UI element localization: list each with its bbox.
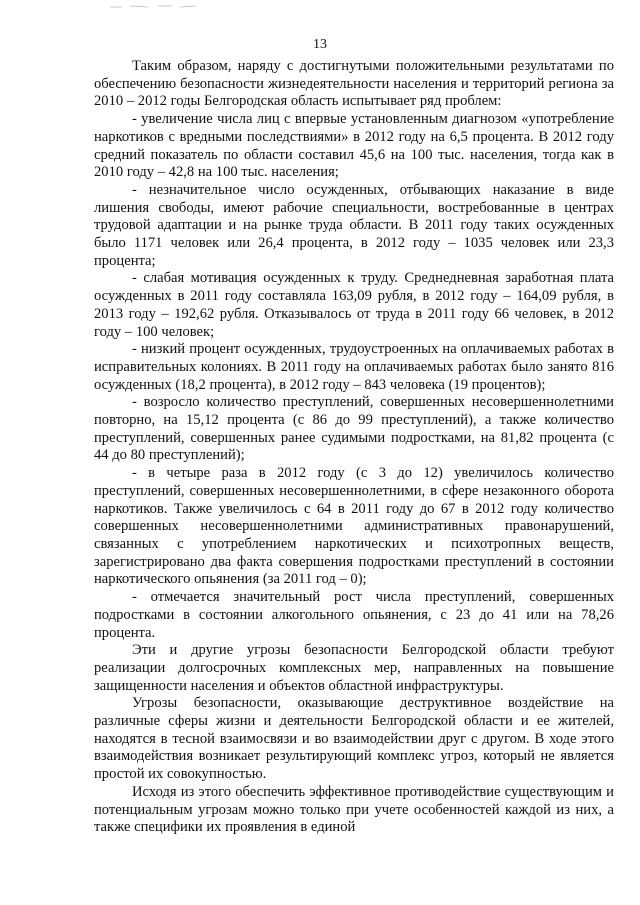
paragraph-threats-measures: Эти и другие угрозы безопасности Белгородской области требуют реализации долгосрочных комплексных мер, направленных на повышение защищенности населения и объектов областной инфраструктуры. [94, 642, 614, 694]
paragraph-alcohol-crime: - отмечается значительный рост числа преступлений, совершенных подростками в состоянии алкогольного опьянения, с 23 до 41 или на 78,26 процента. [94, 589, 614, 641]
paragraph-threats-interaction: Угрозы безопасности, оказывающие деструктивное воздействие на различные сферы жизни и деятельности Белгородской области и ее жителей, находятся в тесной взаимосвязи и во взаимодействии друг с другом. В ходе этого взаимодействия возникает результирующий комплекс угроз, который не является простой их совокупностью. [94, 695, 614, 783]
paragraph-intro: Таким образом, наряду с достигнутыми положительными результатами по обеспечению безопасности жизнедеятельности населения и территорий региона за 2010 – 2012 годы Белгородская область испытывает ряд проблем: [94, 58, 614, 110]
paragraph-countermeasures: Исходя из этого обеспечить эффективное противодействие существующим и потенциальным угрозам можно только при учете особенностей каждой из них, а также специфики их проявления в единой [94, 783, 614, 836]
paragraph-juvenile-drug-crime: - в четыре раза в 2012 году (с 3 до 12) увеличилось количество преступлений, совершенных несовершеннолетними, в сфере незаконного оборота наркотиков. Также увеличилось с 64 в 2011 году до 67 в 2012 году количество совершенных несовершеннолетними административных правонарушений, связанных с употреблением наркотических и психотропных веществ, зарегистрировано два факта совершения подростками преступлений в состоянии наркотического опьянения (за 2011 год – 0); [94, 465, 614, 588]
paragraph-drug-diagnosis: - увеличение числа лиц с впервые установленным диагнозом «употребление наркотиков с вредными последствиями» в 2012 году на 6,5 процента. В 2012 году средний показатель по области составил 45,6 на 100 тыс. населения, тогда как в 2010 году – 42,8 на 100 тыс. населения; [94, 111, 614, 181]
paragraph-labor-motivation: - слабая мотивация осужденных к труду. Среднедневная заработная плата осужденных в 2011 году составляла 163,09 рубля, в 2012 году – 164,09 рубля, в 2013 году – 192,62 рубля. Отказывалось от труда в 2011 году 66 человек, в 2012 году – 100 человек; [94, 270, 614, 340]
document-body [94, 58, 614, 837]
page-number: 13 [313, 37, 327, 52]
paragraph-convict-specialties: - незначительное число осужденных, отбывающих наказание в виде лишения свободы, имеют рабочие специальности, востребованные в центрах трудовой адаптации и на рынке труда области. В 2011 году таких осужденных было 1171 человек или 26,4 процента, в 2012 году – 1035 человек или 23,3 процента; [94, 181, 614, 269]
paragraph-repeat-juvenile-crime: - возросло количество преступлений, совершенных несовершеннолетними повторно, на 15,12 процента (с 86 до 99 преступлений), а также количество преступлений, совершенных ранее судимыми подростками, на 81,82 процента (с 44 до 80 преступлений); [94, 394, 614, 464]
scan-artifact [108, 2, 198, 10]
paragraph-paid-work: - низкий процент осужденных, трудоустроенных на оплачиваемых работах в исправительных колониях. В 2011 году на оплачиваемых работах было занято 816 осужденных (18,2 процента), в 2012 году – 843 человека (19 процентов); [94, 341, 614, 393]
